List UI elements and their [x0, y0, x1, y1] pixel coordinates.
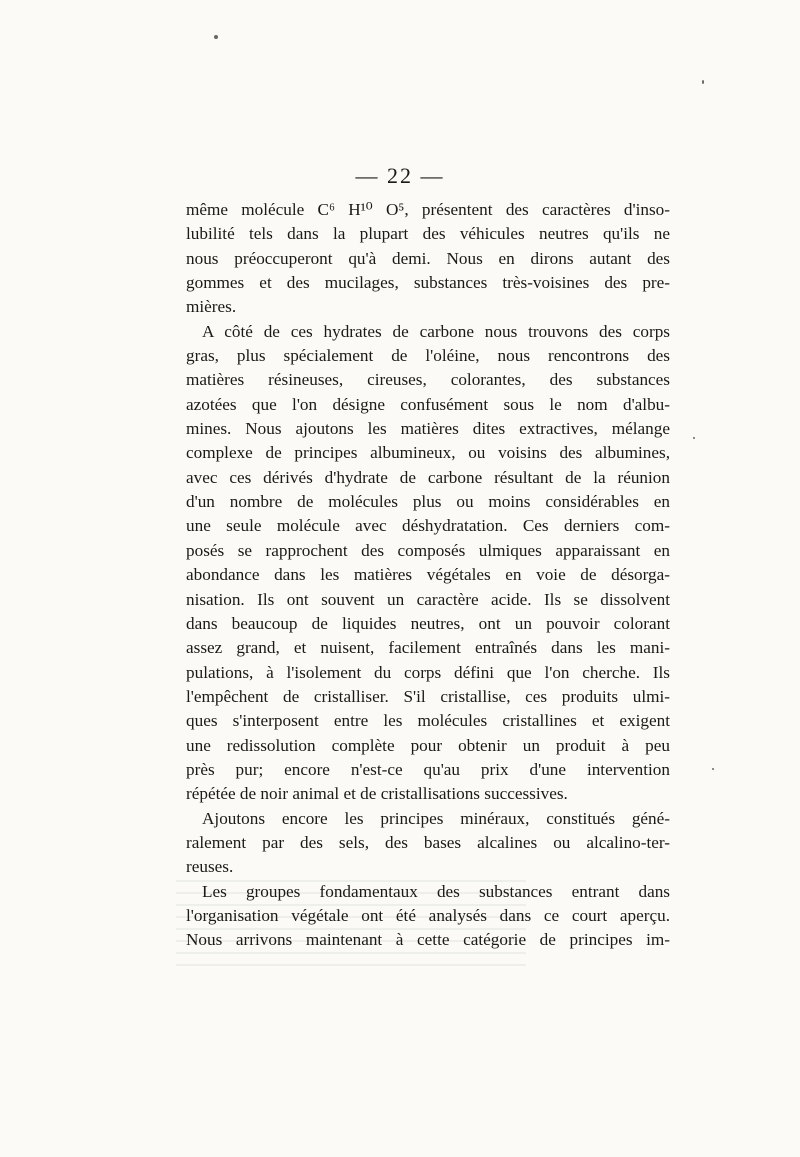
ink-speck: [214, 35, 218, 39]
text-line: nisation. Ils ont souvent un caractère acide. Ils se dissolvent: [186, 589, 670, 609]
text-line: l'organisation végétale ont été analysés dans ce court aperçu.: [186, 905, 670, 925]
text-line: gommes et des mucilages, substances très-voisines des pre-: [186, 273, 670, 293]
text-line: dans beaucoup de liquides neutres, ont un pouvoir colorant: [186, 613, 670, 633]
page-number-header: — 22 —: [355, 163, 445, 188]
text-line: ralement par des sels, des bases alcalines ou alcalino-ter-: [186, 832, 670, 852]
text-line: abondance dans les matières végétales en voie de désorga-: [186, 565, 670, 585]
text-line: près pur; encore n'est-ce qu'au prix d'une intervention: [186, 759, 670, 779]
text-line: Les groupes fondamentaux des substances entrant dans: [202, 881, 670, 901]
text-line: azotées que l'on désigne confusément sous le nom d'albu-: [186, 394, 670, 414]
text-line: l'empêchent de cristalliser. S'il cristallise, ces produits ulmi-: [186, 686, 670, 706]
text-line: A côté de ces hydrates de carbone nous trouvons des corps: [202, 321, 670, 341]
text-line: Nous arrivons maintenant à cette catégorie de principes im-: [186, 930, 670, 950]
text-line: nous préoccuperont qu'à demi. Nous en dirons autant des: [186, 248, 670, 268]
text-line: matières résineuses, cireuses, colorantes, des substances: [186, 370, 670, 390]
text-line: gras, plus spécialement de l'oléine, nous rencontrons des: [186, 346, 670, 366]
text-line: pulations, à l'isolement du corps défini que l'on cherche. Ils: [186, 662, 670, 682]
text-line: Ajoutons encore les principes minéraux, constitués géné-: [202, 808, 670, 828]
text-line: complexe de principes albumineux, ou voisins des albumines,: [186, 443, 670, 463]
text-line: mines. Nous ajoutons les matières dites extractives, mélange: [186, 419, 670, 439]
text-line: une redissolution complète pour obtenir un produit à peu: [186, 735, 670, 755]
text-line: avec ces dérivés d'hydrate de carbone résultant de la réunion: [186, 467, 670, 487]
body-text: [186, 198, 670, 953]
text-line: mières.: [186, 297, 237, 317]
text-line: reuses.: [186, 857, 234, 877]
text-line: assez grand, et nuisent, facilement entraînés dans les mani-: [186, 638, 670, 658]
ink-speck: [712, 768, 714, 770]
text-line: posés se rapprochent des composés ulmiques apparaissant en: [186, 540, 670, 560]
text-line: d'un nombre de molécules plus ou moins considérables en: [186, 492, 670, 512]
text-line: une seule molécule avec déshydratation. Ces derniers com-: [186, 516, 670, 536]
text-line: répétée de noir animal et de cristallisations successives.: [186, 784, 568, 804]
text-line: ques s'interposent entre les molécules cristallines et exigent: [186, 711, 670, 731]
ink-speck: [693, 437, 695, 439]
text-line: même molécule C⁶ H¹⁰ O⁵, présentent des caractères d'inso-: [186, 200, 670, 219]
ink-speck: [702, 80, 704, 84]
text-line: lubilité tels dans la plupart des véhicules neutres qu'ils ne: [186, 224, 670, 244]
